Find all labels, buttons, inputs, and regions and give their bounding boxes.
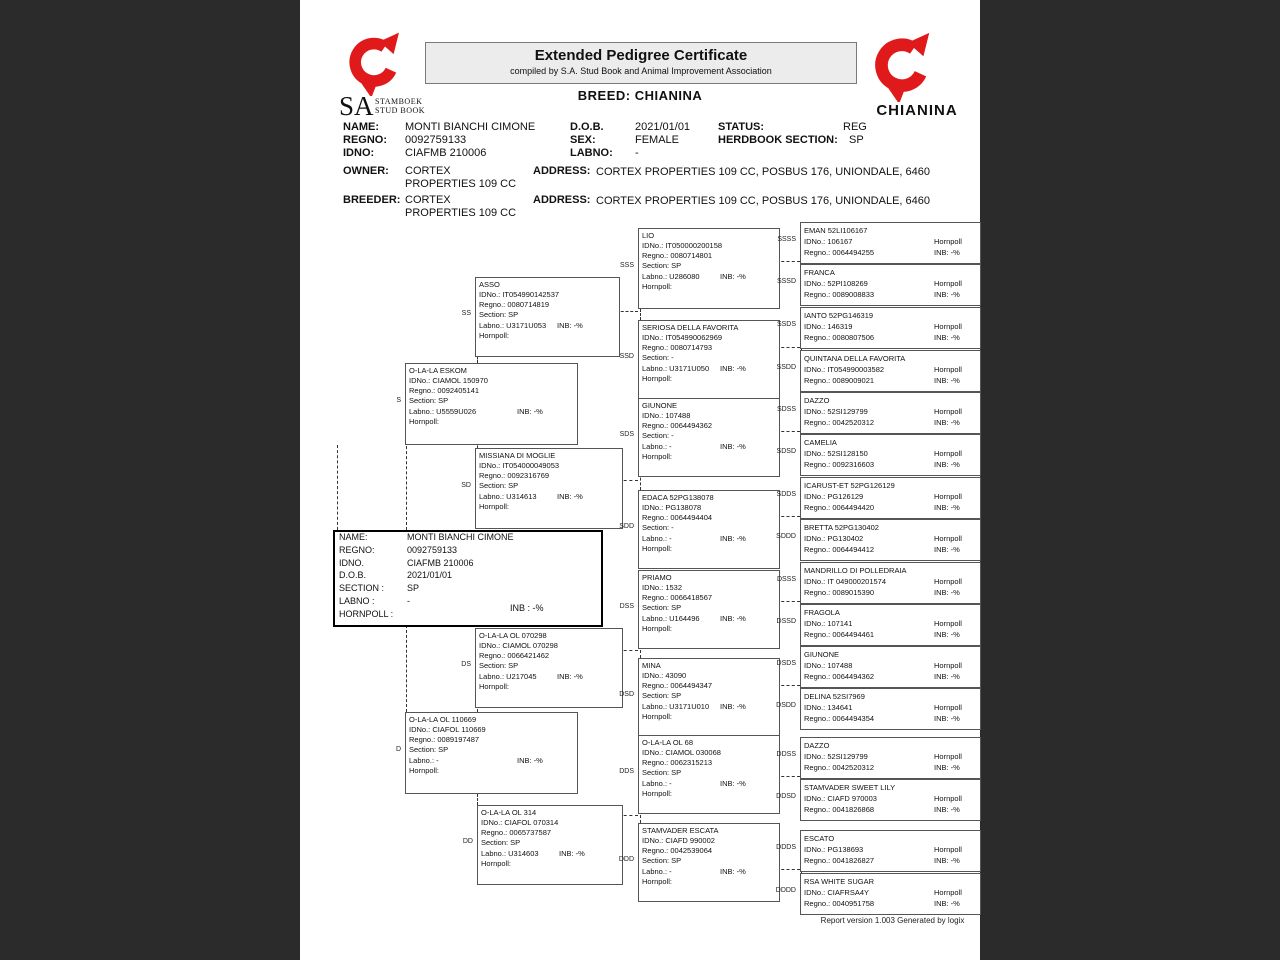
animal-name: IANTO 52PG146319 [804,310,874,320]
idno-line: IDNo.: CIAMOL 030068 [642,747,721,757]
inb-value: INB: -% [720,363,746,373]
regno-line: Regno.: 0064494362 [642,421,713,431]
breed-line: BREED: CHIANINA [577,88,703,103]
name-value: MONTI BIANCHI CIMONE [405,121,536,133]
inb-value: INB: -% [934,672,960,682]
labno-line: Labno.: - INB: -% [642,866,746,876]
pedigree-box-dsds [800,646,981,688]
regno-line: Regno.: 0064494461 INB: -% [804,630,960,640]
pedigree-box-dsdd [800,688,981,730]
inb-value: INB: -% [934,805,960,815]
hornpoll-value: Hornpoll [934,321,962,331]
inb-value: INB: -% [934,545,960,555]
idno-line: IDNo.: 107141 Hornpoll [804,618,962,628]
idno-line: IDNo.: IT054990142537 [479,289,560,299]
section-line: Section: SP [642,856,682,866]
pedigree-box-sss [638,228,780,309]
hornpoll-line: Hornpoll: [642,876,673,886]
pedigree-box-sssd [800,264,981,306]
animal-name: BRETTA 52PG130402 [804,522,879,532]
inb-value: INB: -% [934,588,960,598]
pedigree-box-ssss [800,222,981,264]
owner-address-label: ADDRESS: [533,165,591,177]
animal-name: ESCATO [804,833,835,843]
generation-code-ss: SS [461,310,471,317]
section-line: Section: SP [642,603,682,613]
regno-line: Regno.: 0092316603 INB: -% [804,460,960,470]
generation-code-dd: DD [462,838,473,845]
section-line: Section: SP [481,838,521,848]
pedigree-box-ddsd [800,779,981,821]
pedigree-box-ddd [638,823,780,902]
animal-name: DAZZO [804,395,830,405]
animal-name: DELINA 52SI7969 [804,691,865,701]
regno-line: Regno.: 0080714793 [642,343,713,353]
idno-line: IDNo.: IT054000049053 [479,460,560,470]
animal-name: DAZZO [804,740,830,750]
regno-line: Regno.: 0041826827 INB: -% [804,856,960,866]
inb-value: INB: -% [557,320,583,330]
inb-value: INB: -% [934,460,960,470]
generation-code-dsds: DSDS [776,660,796,667]
subject-section-label: SECTION : [339,583,385,594]
section-line: Section: SP [479,481,519,491]
labno-value: - [635,147,639,159]
idno-line: IDNo.: 106167 Hornpoll [804,236,962,246]
inb-value: INB: -% [934,630,960,640]
hornpoll-value: Hornpoll [934,278,962,288]
animal-name: EDACA 52PG138078 [642,492,714,502]
hornpoll-value: Hornpoll [934,887,962,897]
idno-line: IDNo.: 146319 Hornpoll [804,321,962,331]
generation-code-dsd: DSD [619,690,634,698]
hornpoll-line: Hornpoll: [642,543,673,553]
inb-value: INB: -% [720,271,746,281]
section-line: Section: SP [479,661,519,671]
labno-line: Labno.: U5559U026 INB: -% [409,406,543,416]
generation-code-ds: DS [461,661,471,668]
animal-name: O-LA-LA OL 070298 [479,630,547,640]
hornpoll-value: Hornpoll [934,751,962,761]
generation-code-sd: SD [461,481,471,489]
subject-idno-label: IDNO. [339,557,365,568]
labno-line: Labno.: U314613 INB: -% [479,491,583,501]
herdbook-value: SP [849,134,864,146]
generation-code-sss: SSS [619,261,634,269]
labno-line: Labno.: U314603 INB: -% [481,848,585,858]
certificate-title: Extended Pedigree Certificate [534,47,748,64]
studbook-logo-icon [345,30,403,96]
subject-dob-label: D.O.B. [339,570,367,581]
pedigree-box-ssdd [800,350,981,392]
labno-line: Labno.: U164496 INB: -% [642,613,746,623]
generation-code-ssd: SSD [619,352,634,360]
idno-line: IDNo.: CIAFD 990002 [642,835,715,845]
pedigree-box-ddds [800,830,981,872]
idno-line: IDNo.: 107488 Hornpoll [804,660,962,670]
section-line: Section: SP [642,768,682,778]
subject-regno-value: 0092759133 [407,544,458,555]
generation-code-dddd: DDDD [775,887,796,894]
dob-value: 2021/01/01 [635,121,691,133]
animal-name: ASSO [479,279,500,289]
inb-value: INB: -% [934,856,960,866]
idno-line: IDNo.: PG130402 Hornpoll [804,533,962,543]
regno-line: Regno.: 0065737587 [481,828,552,838]
idno-line: IDNo.: 52PI108269 Hornpoll [804,278,962,288]
hornpoll-line: Hornpoll: [642,711,673,721]
inb-value: INB: -% [934,714,960,724]
regno-line: Regno.: 0089009021 INB: -% [804,376,960,386]
pedigree-box-sdd [638,490,780,569]
inb-value: INB: -% [720,441,746,451]
regno-line: Regno.: 0064494347 [642,681,713,691]
hornpoll-line: Hornpoll: [642,623,673,633]
subject-dob-value: 2021/01/01 [407,570,453,581]
owner-address-value: CORTEX PROPERTIES 109 CC, POSBUS 176, UNIONDALE, 6460 [596,166,930,178]
pedigree-box-dddd [800,873,981,915]
hornpoll-value: Hornpoll [934,236,962,246]
pedigree-box-dssd [800,604,981,646]
animal-name: O-LA-LA OL 314 [481,807,537,817]
regno-line: Regno.: 0080714819 [479,300,550,310]
subject-name-label: NAME: [339,532,368,542]
generation-code-ssss: SSSS [777,236,796,243]
hornpoll-value: Hornpoll [934,618,962,628]
hornpoll-line: Hornpoll: [642,373,673,383]
pedigree-box-sdsd [800,434,981,476]
section-line: Section: SP [642,261,682,271]
pedigree-box-dss [638,570,780,649]
studbook-text: STUD BOOK [375,106,426,115]
pedigree-box-s [405,363,578,445]
generation-code-d: D [395,746,401,753]
hornpoll-value: Hornpoll [934,576,962,586]
idno-line: IDNo.: CIAFD 970003 Hornpoll [804,793,962,803]
animal-name: PRIAMO [642,572,672,582]
inb-value: INB: -% [934,248,960,258]
inb-value: INB: -% [557,671,583,681]
pedigree-box-ssd [638,320,780,399]
animal-name: O-LA-LA ESKOM [409,365,467,375]
section-line: Section: SP [642,691,682,701]
pedigree-box-dsss [800,562,981,604]
inb-value: INB: -% [557,491,583,501]
generation-code-sdss: SDSS [776,406,796,413]
idno-line: IDNo.: 52SI128150 Hornpoll [804,448,962,458]
subject-regno-label: REGNO: [339,544,375,555]
generation-code-dsdd: DSDD [776,702,796,709]
animal-name: EMAN 52LI106167 [804,225,868,235]
animal-name: MINA [642,660,661,670]
regno-line: Regno.: 0080807506 INB: -% [804,333,960,343]
regno-line: Regno.: 0092316769 [479,471,550,481]
hornpoll-value: Hornpoll [934,448,962,458]
pedigree-box-dd [477,805,623,885]
generation-code-ssds: SSDS [776,321,796,328]
idno-line: IDNo.: CIAMOL 150970 [409,375,488,385]
section-line: Section: SP [479,310,519,320]
subject-hornpoll-label: HORNPOLL : [339,608,394,619]
breeder-address-value: CORTEX PROPERTIES 109 CC, POSBUS 176, UNIONDALE, 6460 [596,195,930,207]
hornpoll-line: Hornpoll: [479,501,510,511]
breeder-value: CORTEX PROPERTIES 109 CC [405,194,517,219]
generation-code-sddd: SDDD [776,533,796,540]
pedigree-box-sdss [800,392,981,434]
regno-line: Regno.: 0089197487 [409,735,480,745]
inb-value: INB: -% [720,778,746,788]
idno-line: IDNo.: 52SI129799 Hornpoll [804,406,962,416]
generation-code-dds: DDS [619,767,634,775]
generation-code-ssdd: SSDD [776,364,796,371]
dob-label: D.O.B. [570,121,604,133]
idno-line: IDNo.: IT054990062969 [642,332,723,342]
status-value: REG [843,121,867,133]
animal-name: FRAGOLA [804,607,840,617]
inb-value: INB: -% [934,376,960,386]
regno-line: Regno.: 0042520312 INB: -% [804,418,960,428]
regno-line: Regno.: 0064494354 INB: -% [804,714,960,724]
regno-line: Regno.: 0066421462 [479,651,550,661]
animal-name: QUINTANA DELLA FAVORITA [804,353,906,363]
idno-label: IDNO: [343,147,375,159]
hornpoll-line: Hornpoll: [642,451,673,461]
generation-code-sdsd: SDSD [776,448,796,455]
hornpoll-line: Hornpoll: [479,681,510,691]
labno-line: Labno.: U286080 INB: -% [642,271,746,281]
pedigree-box-ds [475,628,623,708]
idno-line: IDNo.: PG138078 [642,502,702,512]
labno-line: Labno.: U3171U050 INB: -% [642,363,746,373]
stamboek-text: STAMBOEK [375,97,423,106]
inb-value: INB: -% [934,503,960,513]
idno-line: IDNo.: CIAFOL 110669 [409,724,486,734]
hornpoll-line: Hornpoll: [409,765,440,775]
section-line: Section: SP [409,745,449,755]
idno-line: IDNo.: IT054990003582 Hornpoll [804,364,962,374]
pedigree-box-sdds [800,477,981,519]
sex-value: FEMALE [635,134,680,146]
regno-line: Regno.: 0064494412 INB: -% [804,545,960,555]
inb-value: INB: -% [720,613,746,623]
generation-code-sdd: SDD [619,522,634,530]
idno-line: IDNo.: CIAFOL 070314 [481,817,559,827]
generation-code-ddd: DDD [618,855,634,863]
regno-line: Regno.: 0041826868 INB: -% [804,805,960,815]
subject-idno-value: CIAFMB 210006 [407,557,474,568]
section-line: Section: - [642,353,674,363]
animal-name: FRANCA [804,267,835,277]
regno-line: Regno.: 0042520312 INB: -% [804,763,960,773]
generation-code-sssd: SSSD [776,278,796,285]
regno-line: Regno.: 0064494362 INB: -% [804,672,960,682]
animal-name: STAMVADER ESCATA [642,825,719,835]
hornpoll-value: Hornpoll [934,844,962,854]
sa-letters: SA [339,91,374,121]
subject-section-value: SP [407,583,420,594]
idno-line: IDNo.: PG138693 Hornpoll [804,844,962,854]
regno-line: Regno.: 0080714801 [642,251,713,261]
generation-code-sds: SDS [619,430,634,438]
labno-label: LABNO: [570,147,613,159]
idno-line: IDNo.: CIAMOL 070298 [479,640,558,650]
generation-code-s: S [396,397,401,404]
labno-line: Labno.: - INB: -% [409,755,543,765]
animal-name: ICARUST-ET 52PG126129 [804,480,895,490]
hornpoll-line: Hornpoll: [642,281,673,291]
section-line: Section: - [642,431,674,441]
labno-line: Labno.: U3171U010 INB: -% [642,701,746,711]
labno-line: Labno.: - INB: -% [642,441,746,451]
subject-animal-box [333,530,603,627]
inb-value: INB: -% [517,755,543,765]
pedigree-box-sddd [800,519,981,561]
regno-line: Regno.: 0064494255 INB: -% [804,248,960,258]
animal-name: SERIOSA DELLA FAVORITA [642,322,739,332]
regno-line: Regno.: 0040951758 INB: -% [804,899,960,909]
certificate-title-box [425,42,857,84]
subject-labno-label: LABNO : [339,595,375,606]
generation-code-dss: DSS [619,602,634,610]
pedigree-box-d [405,712,578,794]
certificate-page [300,0,980,960]
hornpoll-line: Hornpoll: [481,858,512,868]
sex-label: SEX: [570,134,596,146]
generation-code-sdds: SDDS [776,491,796,498]
inb-value: INB: -% [517,406,543,416]
hornpoll-value: Hornpoll [934,491,962,501]
owner-label: OWNER: [343,165,389,177]
hornpoll-line: Hornpoll: [642,788,673,798]
generation-code-ddsd: DDSD [776,793,796,800]
inb-value: INB: -% [720,701,746,711]
animal-name: MISSIANA DI MOGLIE [479,450,556,460]
idno-line: IDNo.: 1532 [642,582,683,592]
regno-label: REGNO: [343,134,387,146]
generation-code-dsss: DSSS [776,576,796,583]
breeder-label: BREEDER: [343,194,401,206]
regno-line: Regno.: 0042539064 [642,846,713,856]
hornpoll-line: Hornpoll: [479,330,510,340]
idno-line: IDNo.: CIAFRSA4Y Hornpoll [804,887,962,897]
regno-value: 0092759133 [405,134,467,146]
inb-value: INB: -% [559,848,585,858]
inb-value: INB: -% [720,533,746,543]
pedigree-box-ssds [800,307,981,349]
animal-name: CAMELIA [804,437,837,447]
regno-line: Regno.: 0064494404 [642,513,713,523]
chianina-wordmark: CHIANINA [876,102,958,119]
generation-code-dssd: DSSD [776,618,796,625]
inb-value: INB: -% [934,763,960,773]
inb-value: INB: -% [934,333,960,343]
animal-name: GIUNONE [642,400,678,410]
idno-line: IDNo.: 134641 Hornpoll [804,702,962,712]
idno-line: IDNo.: 52SI129799 Hornpoll [804,751,962,761]
idno-value: CIAFMB 210006 [405,147,487,159]
pedigree-connector-v2 [406,625,407,712]
animal-name: O-LA-LA OL 110669 [409,714,477,724]
inb-value: INB: -% [934,290,960,300]
hornpoll-value: Hornpoll [934,533,962,543]
inb-value: INB: -% [934,418,960,428]
breeder-address-label: ADDRESS: [533,194,591,206]
inb-value: INB: -% [934,899,960,909]
animal-name: STAMVADER SWEET LILY [804,782,896,792]
report-version-footer: Report version 1.003 Generated by logix [820,916,965,925]
regno-line: Regno.: 0092405141 [409,386,480,396]
idno-line: IDNo.: IT 049000201574 Hornpoll [804,576,962,586]
hornpoll-value: Hornpoll [934,406,962,416]
hornpoll-value: Hornpoll [934,702,962,712]
animal-name: O-LA-LA OL 68 [642,737,693,747]
regno-line: Regno.: 0064494420 INB: -% [804,503,960,513]
idno-line: IDNo.: IT050000200158 [642,240,723,250]
pedigree-connector-v1 [406,441,407,530]
status-label: STATUS: [718,121,765,133]
animal-name: GIUNONE [804,649,840,659]
pedigree-connector-v0 [337,445,338,530]
regno-line: Regno.: 0062315213 [642,758,713,768]
section-line: Section: SP [409,396,449,406]
labno-line: Labno.: U217045 INB: -% [479,671,583,681]
hornpoll-line: Hornpoll: [409,416,440,426]
labno-line: Labno.: - INB: -% [642,533,746,543]
idno-line: IDNo.: 107488 [642,410,691,420]
hornpoll-value: Hornpoll [934,364,962,374]
idno-line: IDNo.: 43090 [642,670,687,680]
animal-name: LIO [642,230,655,240]
hornpoll-value: Hornpoll [934,793,962,803]
subject-labno-value: - [407,595,410,606]
animal-name: RSA WHITE SUGAR [804,876,875,886]
pedigree-box-dsd [638,658,780,737]
hornpoll-value: Hornpoll [934,660,962,670]
pedigree-box-sd [475,448,623,529]
name-label: NAME: [343,121,380,133]
pedigree-box-dds [638,735,780,814]
idno-line: IDNo.: PG126129 Hornpoll [804,491,962,501]
inb-value: INB: -% [720,866,746,876]
regno-line: Regno.: 0066418567 [642,593,713,603]
generation-code-ddds: DDDS [776,844,796,851]
subject-inb-value: INB : -% [510,603,544,613]
pedigree-box-ss [475,277,620,357]
labno-line: Labno.: U3171U053 INB: -% [479,320,583,330]
herdbook-label: HERDBOOK SECTION: [718,134,838,146]
pedigree-box-ddss [800,737,981,779]
regno-line: Regno.: 0089008833 INB: -% [804,290,960,300]
certificate-subtitle: compiled by S.A. Stud Book and Animal Improvement Association [510,66,772,76]
section-line: Section: - [642,523,674,533]
subject-name-value: MONTI BIANCHI CIMONE [407,532,514,542]
labno-line: Labno.: - INB: -% [642,778,746,788]
pedigree-box-sds [638,398,780,477]
animal-name: MANDRILLO DI POLLEDRAIA [804,565,907,575]
owner-value: CORTEX PROPERTIES 109 CC [405,165,517,190]
regno-line: Regno.: 0089015390 INB: -% [804,588,960,598]
generation-code-ddss: DDSS [776,751,796,758]
